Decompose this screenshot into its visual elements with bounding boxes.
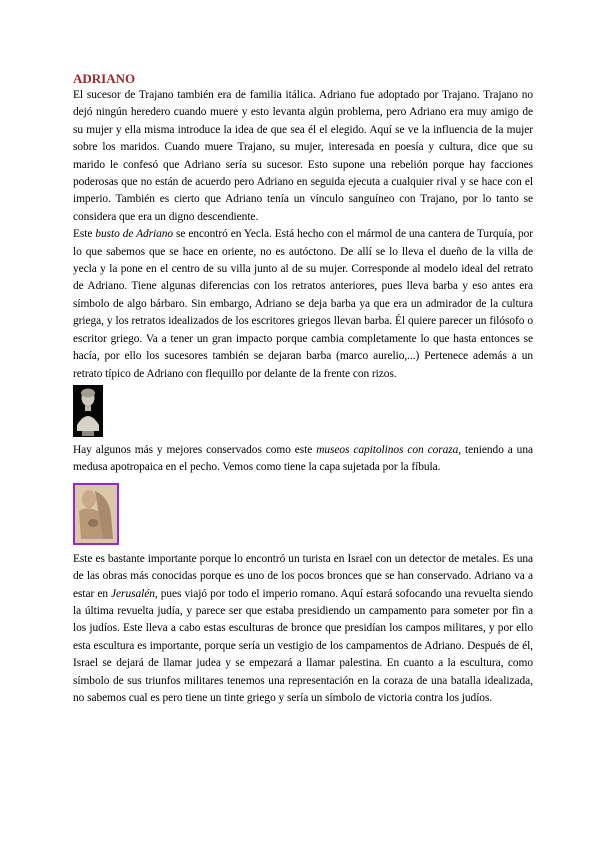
cuirass-illustration xyxy=(75,485,117,543)
paragraph-capitoline xyxy=(73,442,533,477)
text-segment: Este es bastante importante porque lo encontró un turista en Israel con un detector de metales. Es una de las obras más conocidas porque es uno de los pocos bronces que se han conservado. Adriano va a estar en xyxy=(73,552,533,600)
text-segment: Hay algunos más y mejores conservados como este xyxy=(73,443,317,456)
paragraph-yecla-bust xyxy=(73,226,533,383)
text-segment: Este xyxy=(73,228,96,241)
text-segment: se encontró en Yecla. Está hecho con el mármol de una cantera de Turquía, por lo que sabemos que se hace en oriente, no es autóctono. De allí se lo lleva el dueño de la villa de yecla y la pone en el centro de su villa junto al de su mujer. Corresponde al modelo ideal del retrato de Adriano. Tiene algunas diferencias con los retratos anteriores, pues lleva barba y eso antes era símbolo de algo bárbaro. Sin embargo, Adriano se deja barba ya que era un admirador de la cultura griega, y los retratos idealizados de los escritores griegos llevan barba. Él quiere parecer un filósofo o escritor griego. Va a tener un gran impacto porque cambia completamente lo que hasta entonces se hacía, por ello los sucesores también se dejaran barba (marco aurelio,...) Pertenece además a un retrato típico de Adriano con flequillo por delante de la frente con rizos. xyxy=(73,228,533,380)
text-segment: , pues viajó por todo el imperio romano. Aquí estará sofocando una revuelta siendo la última revuelta judía, y parece ser que estaba presidiendo un campamento para someter por fin a los judíos. Este lleva a cabo estas esculturas de bronce que presidían los campos militares, y por ello esta escultura es importante, porque sería un vestigio de los campamentos de Adriano. Después de él, Israel se dejará de llamar judea y se empezará a llamar palestina. En cuanto a la escultura, como símbolo de sus triunfos militares tenemos una representación en la coraza de una batalla idealizada, no sabemos cual es pero tiene un tinte griego y sería un símbolo de victoria contra los judíos. xyxy=(73,587,533,704)
bust-of-hadrian-image xyxy=(73,385,103,437)
page-title: ADRIANO xyxy=(73,71,136,86)
capitoline-cuirass-image xyxy=(73,483,119,545)
document-page xyxy=(73,70,533,707)
paragraph-israel-bronze xyxy=(73,551,533,708)
paragraph-succession: El sucesor de Trajano también era de familia itálica. Adriano fue adoptado por Trajano. Trajano no dejó ningún heredero cuando muere y esto levanta algún problema, pero Adriano era muy amigo de su mujer y ella misma introduce la idea de que sea él el elegido. Aquí se ve la influencia de la mujer sobre los maridos. Cuando muere Trajano, su mujer, interesada en poesía y cultura, dice que su marido le confesó que Adriano sería su sucesor. Esto supone una rebelión porque hay facciones poderosas que no están de acuerdo pero Adriano en seguida ejecuta a cualquier rival y se hace con el imperio. También es cierto que Adriano tenía un vínculo sanguíneo con Trajano, por lo tanto se considera que era un digno descendiente. xyxy=(73,89,533,223)
emphasis-bust-title: busto de Adriano xyxy=(95,228,174,241)
bust-illustration xyxy=(73,385,103,437)
emphasis-capitoline-title: museos capitolinos con coraza xyxy=(316,443,459,456)
emphasis-place-name: Jerusalén xyxy=(111,587,155,600)
text-segment: , teniendo a una medusa apotropaica en el pecho. Vemos como tiene la capa sujetada por la fíbula. xyxy=(73,443,533,474)
